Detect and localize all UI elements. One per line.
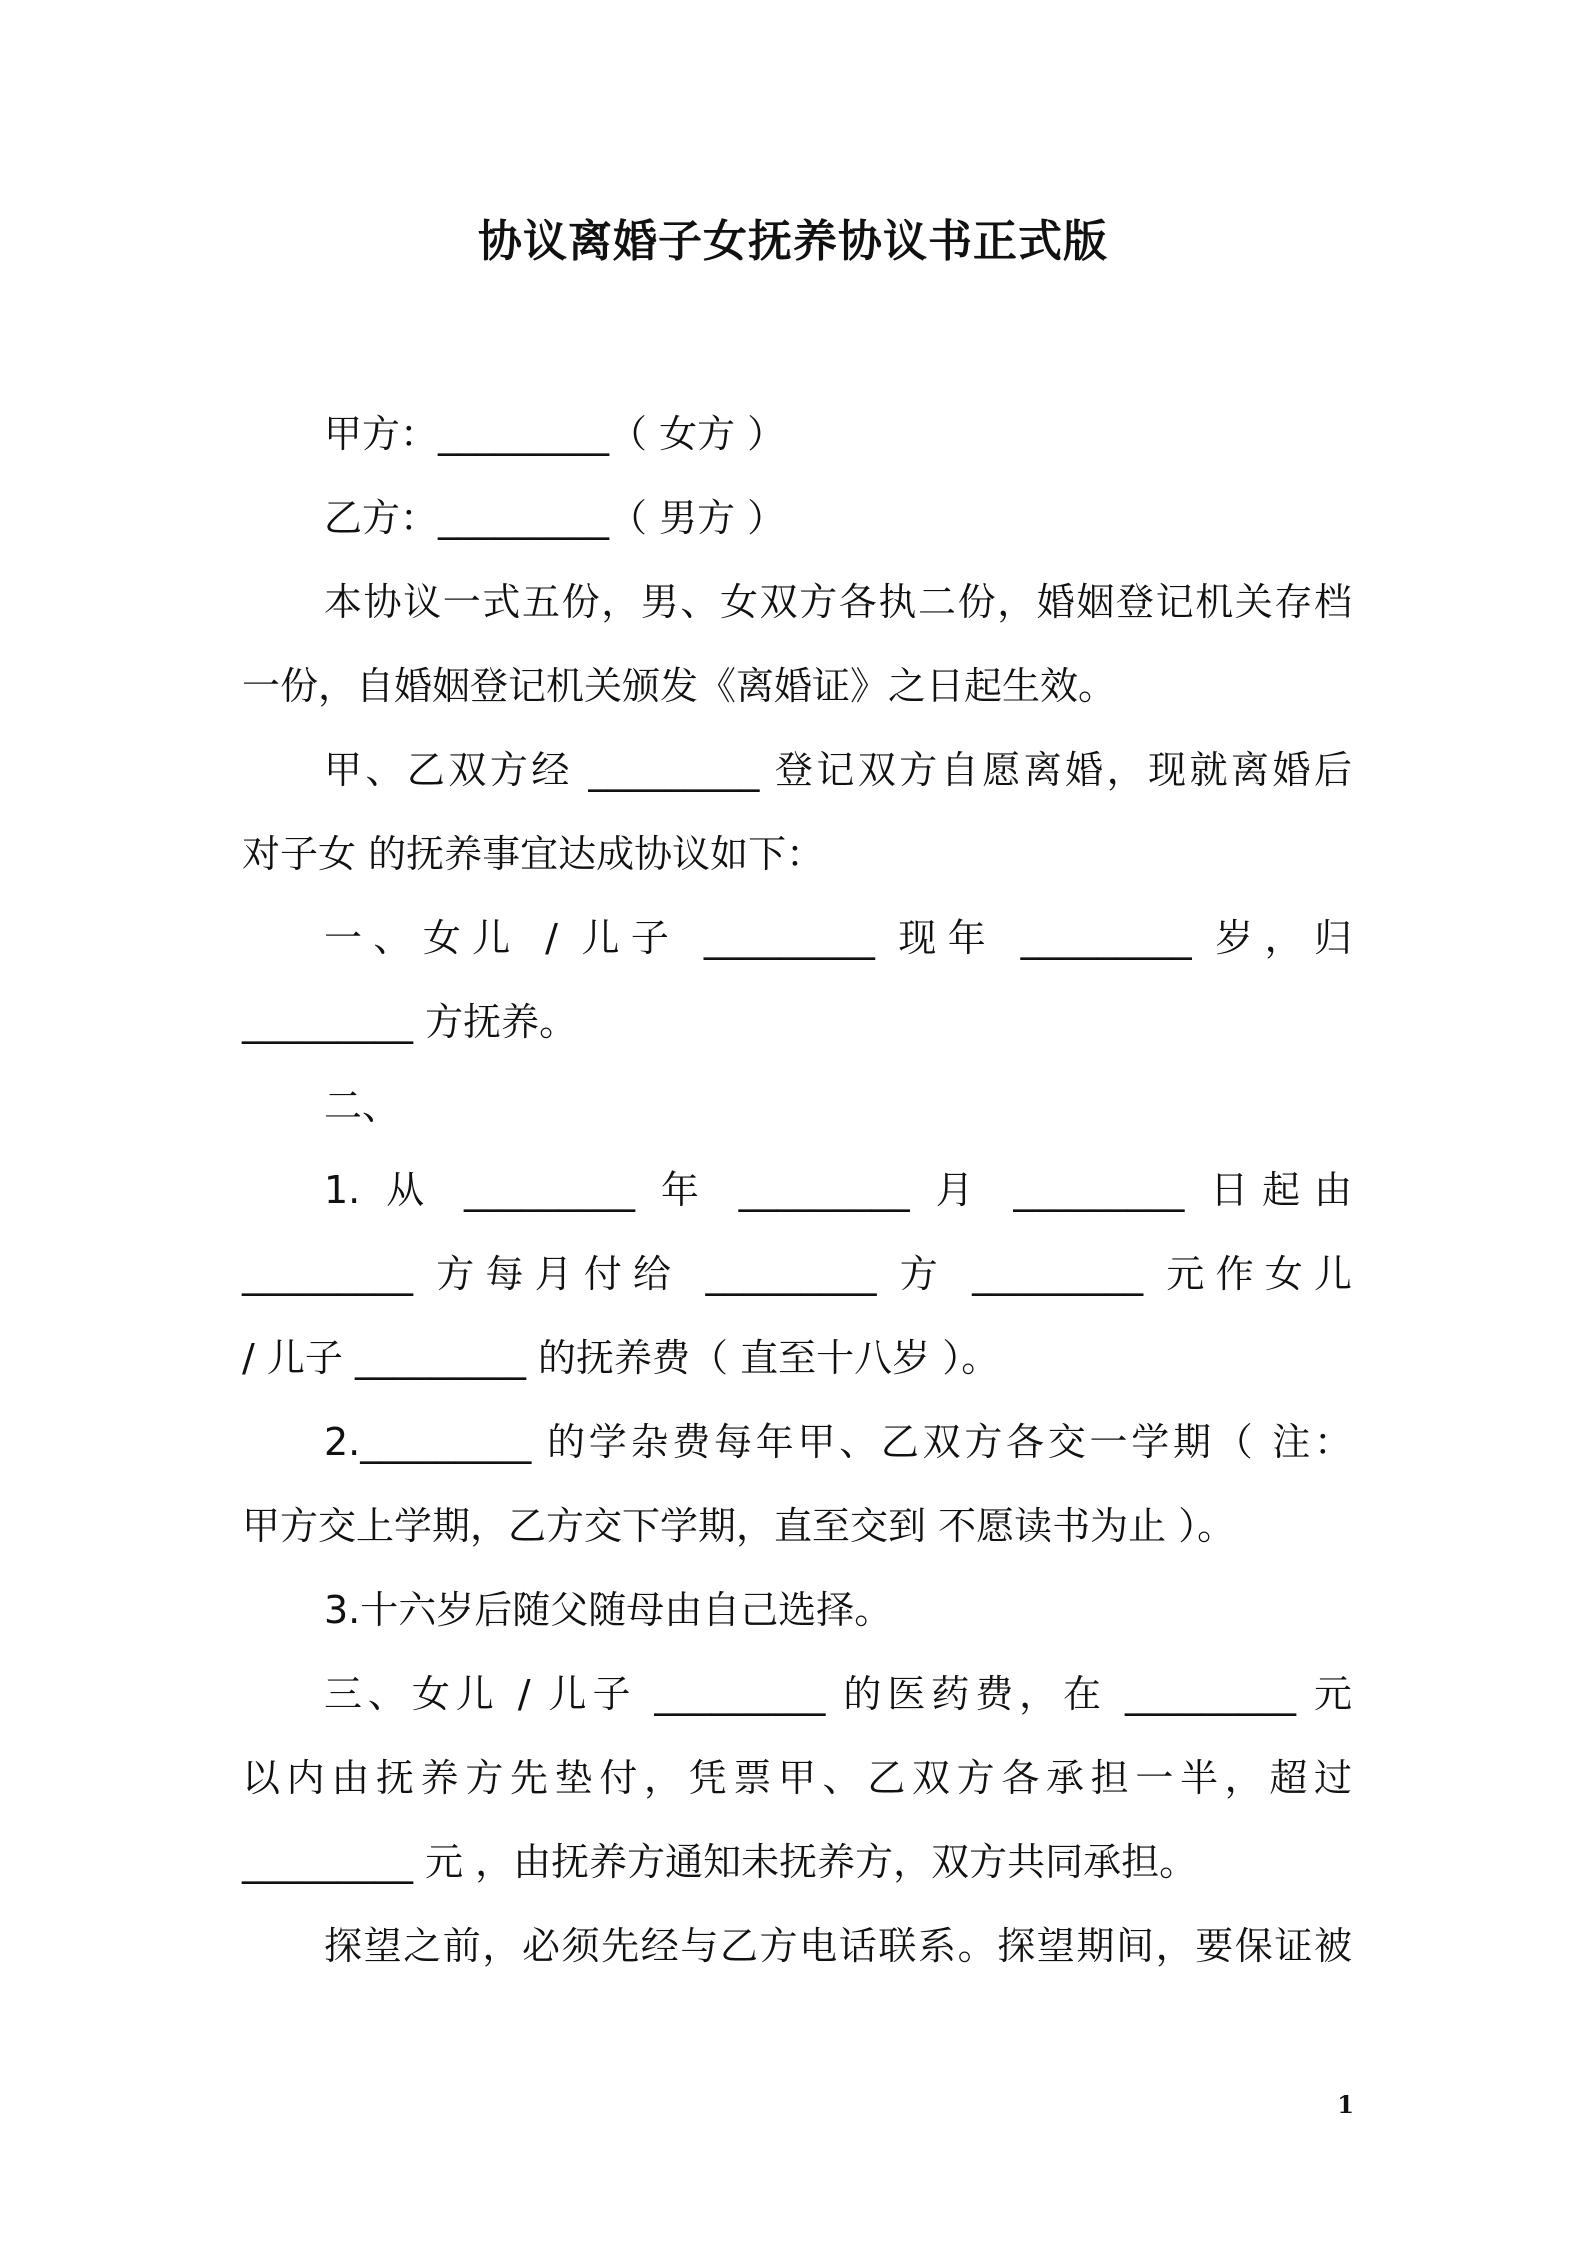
clause-two-item-line: 1. 从 _________ 年 _________ 月 _________ 日起由 — [324, 1168, 1352, 1212]
clause-one-line: 一、女儿 / 儿子 _________ 现年 _________ 岁，归 — [324, 916, 1352, 960]
clause-two-item-line: 甲方交上学期，乙方交下学期，直至交到 不愿读书为止 ）。 — [242, 1504, 1236, 1548]
clause-two-item-line: / 儿子 _________ 的抚养费（ 直至十八岁 ）。 — [242, 1336, 1000, 1380]
paragraph-line: 一份，自婚姻登记机关颁发《离婚证》之日起生效。 — [242, 664, 1117, 708]
clause-two-heading: 二、 — [324, 1084, 401, 1128]
clause-three-line: 三、女儿 / 儿子 _________ 的医药费，在 _________ 元 — [324, 1672, 1352, 1716]
clause-two-item-line: 3.十六岁后随父随母由自己选择。 — [324, 1588, 893, 1632]
clause-two-item-line: 2._________ 的学杂费每年甲、乙双方各交一学期（ 注： — [324, 1420, 1352, 1464]
clause-three-line: 以内由抚养方先垫付，凭票甲、乙双方各承担一半，超过 — [242, 1756, 1352, 1800]
clause-two-item-line: _________ 方每月付给 _________ 方 _________ 元作女儿 — [242, 1252, 1352, 1296]
paragraph-line: 探望之前，必须先经与乙方电话联系。探望期间，要保证被 — [324, 1924, 1352, 1968]
page-number: 1 — [1337, 2090, 1354, 2119]
party-a-line: 甲方：_________（ 女方 ） — [324, 412, 786, 456]
paragraph-line: 甲、乙双方经 _________ 登记双方自愿离婚，现就离婚后 — [324, 748, 1352, 792]
clause-three-line: _________ 元 ，由抚养方通知未抚养方，双方共同承担。 — [242, 1840, 1198, 1884]
paragraph-line: 本协议一式五份，男、女双方各执二份，婚姻登记机关存档 — [324, 580, 1352, 624]
document-title: 协议离婚子女抚养协议书正式版 — [478, 216, 1108, 267]
clause-one-line: _________ 方抚养。 — [242, 1000, 578, 1044]
party-b-line: 乙方：_________（ 男方 ） — [324, 496, 786, 540]
paragraph-line: 对子女 的抚养事宜达成协议如下： — [242, 832, 825, 876]
